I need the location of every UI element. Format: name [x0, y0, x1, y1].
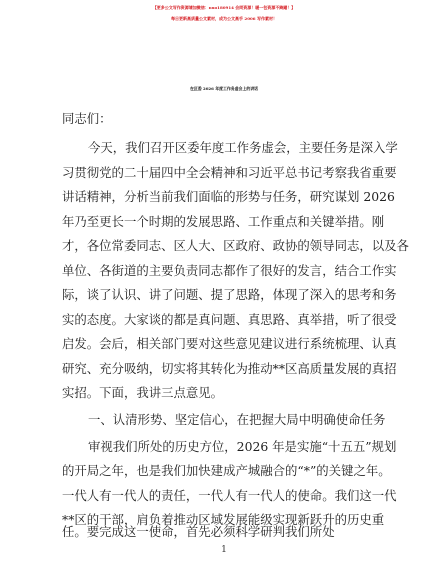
- paragraph-line: 实的态度。大家谈的都是真问题、真思路、真举措，听了很受: [62, 312, 397, 327]
- paragraph-line: 启发。会后，相关部门要对这些意见建议进行系统梳理、认真: [62, 336, 397, 351]
- paragraph-line: 一代人有一代人的责任，一代人有一代人的使命。我们这一代: [62, 488, 397, 503]
- paragraph-line: 讲话精神，分析当前我们面临的形势与任务，研究谋划 2026: [62, 189, 395, 204]
- paragraph-line: 才，各位常委同志、区人大、区政府、政协的领导同志，以及各: [62, 238, 409, 253]
- paragraph-line: **区的干部，肩负着推动区域发展能级实现新跃升的历史重: [62, 512, 385, 527]
- paragraph-line: 任。要完成这一使命，首先必须科学研判我们所处: [62, 524, 335, 539]
- salutation: 同志们：: [62, 111, 112, 126]
- paragraph-line: 习贯彻党的二十届四中全会精神和习近平总书记考察我省重要: [62, 165, 397, 180]
- paragraph-line: 实招。下面，我讲三点意见。: [62, 385, 224, 400]
- paragraph-line: 年乃至更长一个时期的发展思路、工作重点和关键举措。刚: [62, 214, 385, 229]
- paragraph-line: 研究、充分吸纳，切实将其转化为推动**区高质量发展的真招: [62, 361, 397, 376]
- section-heading: 一、认清形势、坚定信心，在把握大局中明确使命任务: [88, 412, 386, 427]
- paragraph-line: 审视我们所处的历史方位，2026 年是实施“十五五”规划: [88, 439, 397, 454]
- promo-banner-line2: 每日更新高质量公文素材，成为公文高手 2006 写作素材！: [171, 16, 277, 21]
- paragraph-line: 的开局之年，也是我们加快建成产城融合的“*”的关键之年。: [62, 463, 391, 478]
- paragraph-line: 今天，我们召开区委年度工作务虚会，主要任务是深入学: [88, 140, 398, 155]
- page-number: 1: [221, 545, 227, 555]
- promo-banner-line1: 【更多公文写作资源请加微信：nuo180914 会同资源！暖一包资源不踌躇！】: [152, 5, 296, 10]
- paragraph-line: 际，谈了认识、讲了问题、提了思路，体现了深入的思考和务: [62, 287, 397, 302]
- document-body: [62, 111, 409, 533]
- paragraph-line: 单位、各街道的主要负责同志都作了很好的发言，结合工作实: [62, 263, 397, 278]
- document-title: 在区委 2026 年度工作务虚会上的讲话: [189, 86, 258, 91]
